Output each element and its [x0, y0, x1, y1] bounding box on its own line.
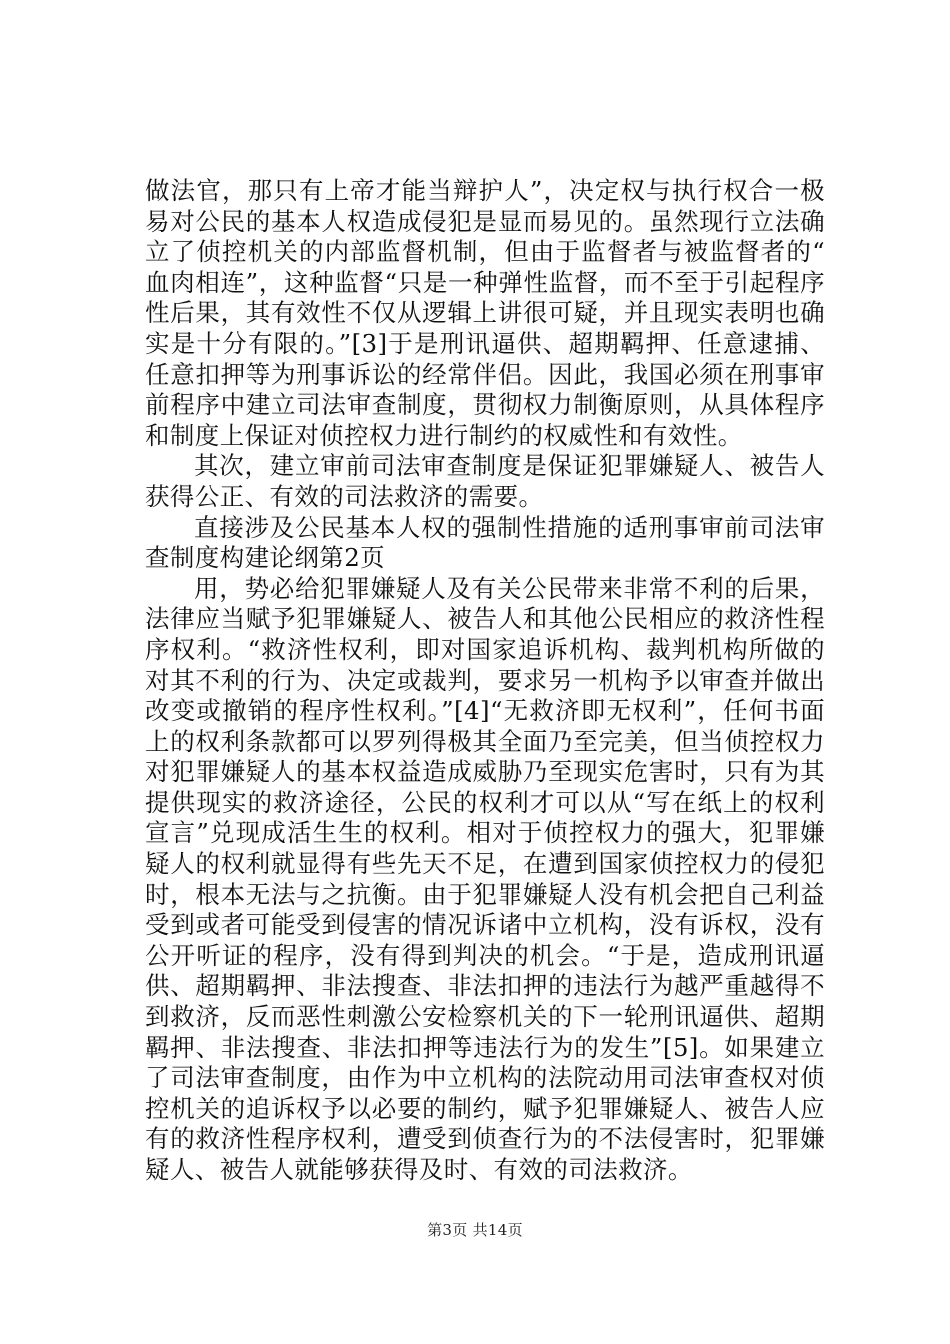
paragraph-1: 做法官，那只有上帝才能当辩护人”，决定权与执行权合一极易对公民的基本人权造成侵犯是显而易见的。虽然现行立法确立了侦控机关的内部监督机制，但由于监督者与被监督者的“血肉相连”，这种监督“只是一种弹性监督，而不至于引起程序性后果，其有效性不仅从逻辑上讲很可疑，并且现实表明也确实是十分有限的。”[3]于是刑讯逼供、超期羁押、任意逮捕、任意扣押等为刑事诉讼的经常伴侣。因此，我国必须在刑事审前程序中建立司法审查制度，贯彻权力制衡原则，从具体程序和制度上保证对侦控权力进行制约的权威性和有效性。 [145, 176, 825, 450]
document-body [145, 176, 825, 1186]
paragraph-4: 用，势必给犯罪嫌疑人及有关公民带来非常不利的后果，法律应当赋予犯罪嫌疑人、被告人和其他公民相应的救济性程序权利。“救济性权利，即对国家追诉机构、裁判机构所做的对其不利的行为、决定或裁判，要求另一机构予以审查并做出改变或撤销的程序性权利。”[4]“无救济即无权利”，任何书面上的权利条款都可以罗列得极其全面乃至完美，但当侦控权力对犯罪嫌疑人的基本权益造成威胁乃至现实危害时，只有为其提供现实的救济途径，公民的权利才可以从“写在纸上的权利宣言”兑现成活生生的权利。相对于侦控权力的强大，犯罪嫌疑人的权利就显得有些先天不足，在遭到国家侦控权力的侵犯时，根本无法与之抗衡。由于犯罪嫌疑人没有机会把自己利益受到或者可能受到侵害的情况诉诸中立机构，没有诉权，没有公开听证的程序，没有得到判决的机会。“于是，造成刑讯逼供、超期羁押、非法搜查、非法扣押的违法行为越严重越得不到救济，反而恶性刺激公安检察机关的下一轮刑讯逼供、超期羁押、非法搜查、非法扣押等违法行为的发生”[5]。如果建立了司法审查制度，由作为中立机构的法院动用司法审查权对侦控机关的追诉权予以必要的制约，赋予犯罪嫌疑人、被告人应有的救济性程序权利，遭受到侦查行为的不法侵害时，犯罪嫌疑人、被告人就能够获得及时、有效的司法救济。 [145, 573, 825, 1184]
paragraph-2: 其次，建立审前司法审查制度是保证犯罪嫌疑人、被告人获得公正、有效的司法救济的需要。 [145, 451, 825, 511]
paragraph-3: 直接涉及公民基本人权的强制性措施的适刑事审前司法审查制度构建论纲第2页 [145, 512, 825, 573]
page-number-footer: 第3页 共14页 [427, 1221, 523, 1239]
